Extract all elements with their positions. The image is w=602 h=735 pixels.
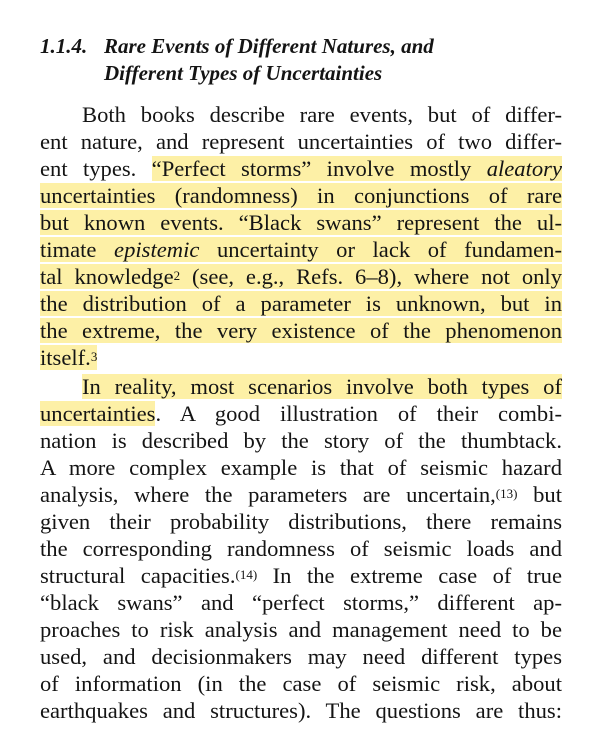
paragraph-1-line-10 — [40, 344, 562, 371]
paragraph-1-line-2 — [40, 128, 562, 155]
text-run: (see, e.g., Refs. 6–8), where not only — [180, 264, 562, 289]
paragraph-2-line-4 — [40, 454, 562, 481]
paragraph-1-line-9 — [40, 317, 562, 344]
text-run: timate — [40, 237, 115, 262]
paragraph-1-line-1 — [82, 101, 562, 128]
paragraph-2-line-13 — [40, 697, 562, 724]
text-run: “Perfect storms” involve mostly — [151, 156, 487, 181]
paragraph-1-line-8 — [40, 290, 562, 317]
text-run: knowledge — [74, 264, 174, 289]
highlighted-text: In reality, most scenarios involve both types of — [82, 374, 562, 399]
highlighted-text — [40, 345, 97, 370]
highlighted-text — [152, 156, 562, 181]
text-run: In the extreme case of true — [257, 563, 562, 588]
text-run: but — [517, 482, 562, 507]
paragraph-2-line-9 — [40, 589, 562, 616]
paragraph-2-line-10 — [40, 616, 562, 643]
citation-marker: (13) — [495, 486, 518, 501]
highlighted-text: the distribution of a parameter is unknown, but in — [40, 291, 562, 316]
paragraph-1-line-7 — [40, 263, 562, 290]
paragraph-1-line-3 — [40, 155, 562, 182]
paragraph-1-line-5 — [40, 209, 562, 236]
paragraph-1-line-4 — [40, 182, 562, 209]
text-run: used, and decisionmakers may need different types — [40, 644, 562, 669]
paragraph-2-line-3 — [40, 427, 562, 454]
highlighted-text: the extreme, the very existence of the phenomenon — [40, 318, 562, 343]
paragraph-2-line-1 — [82, 373, 562, 400]
paragraph-2-line-6 — [40, 508, 562, 535]
text-run: proaches to risk analysis and management need to be — [40, 617, 562, 642]
highlighted-text — [40, 264, 562, 289]
highlighted-text — [40, 237, 562, 262]
paragraph-2-line-8 — [40, 562, 562, 589]
text-run: nation is described by the story of the thumbtack. — [40, 428, 562, 453]
section-title-line-2: Different Types of Uncertainties — [104, 61, 383, 85]
citation-marker: (14) — [235, 567, 258, 582]
footnote-marker: 3 — [90, 349, 98, 364]
text-run: Both books describe rare events, but of differ- — [82, 102, 562, 127]
text-run: uncertainty or lack of fundamen- — [199, 237, 562, 262]
highlighted-text: but known events. “Black swans” represent the ul- — [40, 210, 562, 235]
paragraph-2-line-7 — [40, 535, 562, 562]
text-run: structural capacities. — [40, 563, 236, 588]
paragraph-2-line-11 — [40, 643, 562, 670]
text-run: earthquakes and structures). The questions are thus: — [40, 698, 562, 723]
text-run: . A good illustration of their combi- — [155, 401, 562, 426]
text-run: given their probability distributions, there remains — [40, 509, 562, 534]
text-run: ent nature, and represent uncertainties of two differ- — [40, 129, 562, 154]
text-run: the corresponding randomness of seismic loads and — [40, 536, 562, 561]
text-run: of information (in the case of seismic risk, about — [40, 671, 562, 696]
italic-term-aleatory: aleatory — [486, 156, 562, 181]
paragraph-2-line-12 — [40, 670, 562, 697]
text-run: itself. — [40, 345, 91, 370]
paragraph-2-line-2 — [40, 400, 562, 427]
paragraph-2-line-5 — [40, 481, 562, 508]
section-number: 1.1.4. — [40, 34, 88, 58]
italic-term-epistemic: epistemic — [114, 237, 200, 262]
section-title-line-1: Rare Events of Different Natures, and — [104, 34, 434, 58]
text-run: “black swans” and “perfect storms,” different ap- — [40, 590, 562, 615]
text-run: ent types. — [40, 156, 152, 181]
text-run: tal — [40, 264, 75, 289]
footnote-marker: 2 — [173, 268, 181, 283]
highlighted-text: uncertainties (randomness) in conjunctions of rare — [40, 183, 562, 208]
text-run: analysis, where the parameters are uncertain, — [40, 482, 496, 507]
highlighted-text: uncertainties — [40, 401, 156, 426]
section-heading — [40, 33, 434, 87]
paragraph-1-line-6 — [40, 236, 562, 263]
text-run: A more complex example is that of seismic hazard — [40, 455, 562, 480]
